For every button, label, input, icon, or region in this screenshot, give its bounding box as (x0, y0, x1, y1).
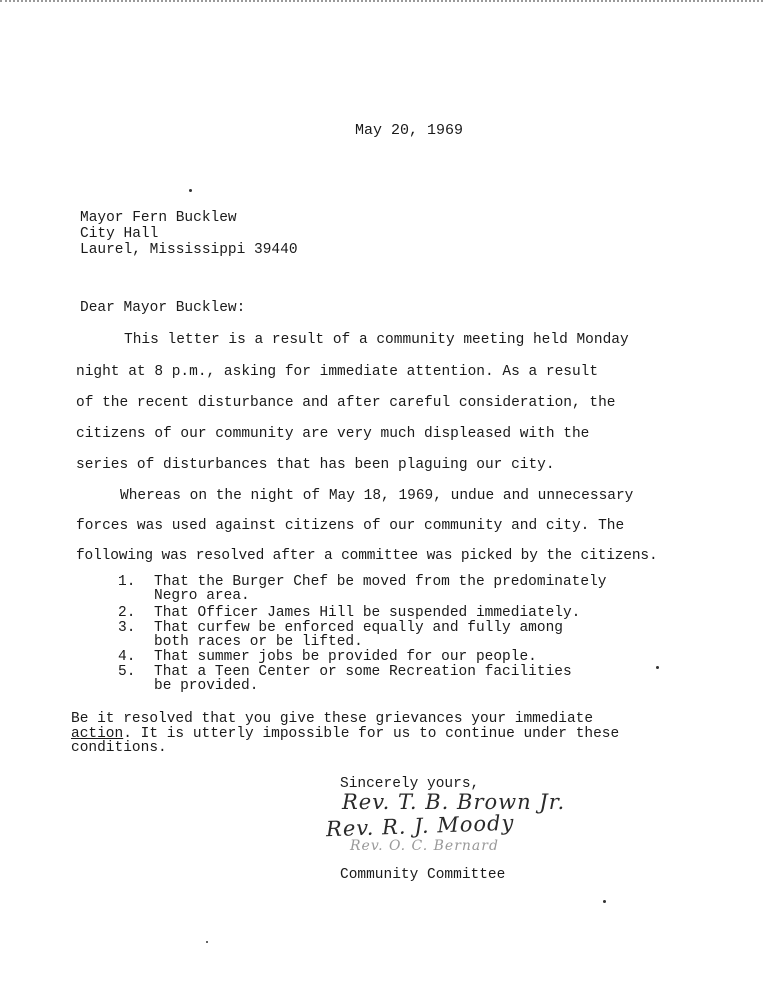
handwritten-signature: Rev. T. B. Brown Jr. (342, 790, 566, 814)
closing-line: action. It is utterly impossible for us to continue under these (71, 725, 620, 742)
page-top-edge (0, 0, 763, 6)
resolution-text: That curfew be enforced equally and fully among both races or be lifted. (154, 620, 563, 650)
resolution-number: 5. (118, 664, 136, 680)
paragraph-line: following was resolved after a committee was picked by the citizens. (76, 548, 658, 564)
underlined-word: action (71, 725, 124, 742)
address-line-office: City Hall (80, 226, 159, 242)
paper-speck (603, 900, 606, 903)
salutation: Dear Mayor Bucklew: (80, 300, 246, 316)
signer-group: Community Committee (340, 867, 506, 883)
paragraph-line: This letter is a result of a community meeting held Monday (124, 332, 629, 348)
recipient-address (80, 210, 298, 258)
resolution-number: 4. (118, 649, 136, 665)
paragraph-line: Whereas on the night of May 18, 1969, undue and unnecessary (120, 488, 634, 504)
paper-speck (189, 189, 192, 192)
paper-speck (656, 666, 659, 669)
paragraph-line: citizens of our community are very much displeased with the (76, 426, 590, 442)
handwritten-signature: Rev. O. C. Bernard (350, 838, 499, 854)
closing-line: Be it resolved that you give these grievances your immediate (71, 711, 594, 727)
resolution-text: That summer jobs be provided for our people. (154, 649, 537, 665)
address-line-city: Laurel, Mississippi 39440 (80, 242, 298, 258)
resolution-number: 1. (118, 574, 136, 590)
paper-speck (206, 941, 208, 943)
address-line-name: Mayor Fern Bucklew (80, 210, 237, 226)
complimentary-close: Sincerely yours, (340, 776, 480, 792)
resolution-number: 3. (118, 620, 136, 636)
resolution-number: 2. (118, 605, 136, 621)
handwritten-signature: Rev. R. J. Moody (325, 810, 515, 842)
resolution-text: That Officer James Hill be suspended immediately. (154, 605, 581, 621)
paragraph-line: of the recent disturbance and after careful consideration, the (76, 395, 616, 411)
closing-line: conditions. (71, 740, 167, 756)
resolution-text: That a Teen Center or some Recreation facilities be provided. (154, 664, 572, 694)
paragraph-line: forces was used against citizens of our community and city. The (76, 518, 625, 534)
paragraph-line: night at 8 p.m., asking for immediate attention. As a result (76, 364, 599, 380)
closing-paragraph (71, 712, 619, 756)
resolution-text: That the Burger Chef be moved from the predominately Negro area. (154, 574, 607, 604)
paragraph-line: series of disturbances that has been plaguing our city. (76, 457, 555, 473)
letter-date: May 20, 1969 (355, 122, 464, 139)
